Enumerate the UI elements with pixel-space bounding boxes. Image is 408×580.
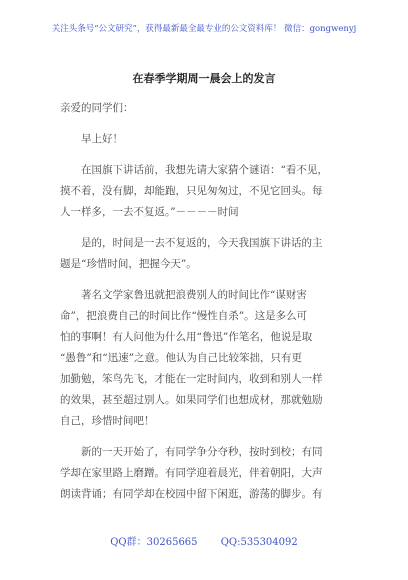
paragraph-line: “愚鲁”和“迅速”之意。他认为自己比较笨拙，只有更 xyxy=(60,352,302,364)
qq-group-number: QQ群：30265665 xyxy=(110,537,198,548)
paragraph-line: 题是“珍惜时间，把握今天”。 xyxy=(60,258,197,270)
document-title: 在春季学期周一晨会上的发言 xyxy=(132,72,276,85)
paragraph-line: 命”，把浪费自己的时间比作“慢性自杀”。这是多么可 xyxy=(60,310,308,322)
paragraph-line: 在国旗下讲话前，我想先请大家猜个谜语：“看不见， xyxy=(81,164,328,176)
paragraph-line: 加勤勉，笨鸟先飞，才能在一定时间内，收到和别人一样 xyxy=(60,373,323,385)
header-notice: 关注头条号“公文研究”，获得最新最全最专业的公文资料库！ 微信：gongwenyj xyxy=(51,24,357,34)
paragraph-line: 摸不着，没有脚，却能跑，只见匆匆过，不见它回头。每 xyxy=(60,185,323,197)
paragraph xyxy=(60,233,350,275)
paragraph-line: 新的一天开始了，有同学争分夺秒，按时到校；有同 xyxy=(81,446,323,458)
paragraph-line: 的效果，甚至超过别人。如果同学们也想成材，那就勉励 xyxy=(60,394,323,406)
paragraph-line: 自己，珍惜时间吧！ xyxy=(60,415,155,427)
qq-number: QQ:535304092 xyxy=(220,537,298,548)
footer-contacts xyxy=(0,533,408,548)
paragraph-line: 是的，时间是一去不复返的，今天我国旗下讲话的主 xyxy=(81,237,323,249)
greeting: 早上好！ xyxy=(81,133,123,145)
paragraph-line: 著名文学家鲁迅就把浪费别人的时间比作“谋财害 xyxy=(81,289,307,301)
paragraph xyxy=(60,285,350,432)
paragraph-line: 人一样多，一去不复返。”－－－－时间 xyxy=(60,206,239,218)
salutation: 亲爱的同学们： xyxy=(60,102,134,114)
paragraph xyxy=(60,160,350,223)
document-body xyxy=(60,98,350,515)
paragraph-line: 学却在家里路上磨蹭。有同学迎着晨光，伴着朝阳，大声 xyxy=(60,467,323,479)
paragraph-line: 朗读背诵；有同学却在校园中留下闲逛，游荡的脚步。有 xyxy=(60,488,323,500)
paragraph xyxy=(60,442,350,505)
paragraph-line: 怕的事啊！有人问他为什么用“鲁迅”作笔名，他说是取 xyxy=(60,331,313,343)
